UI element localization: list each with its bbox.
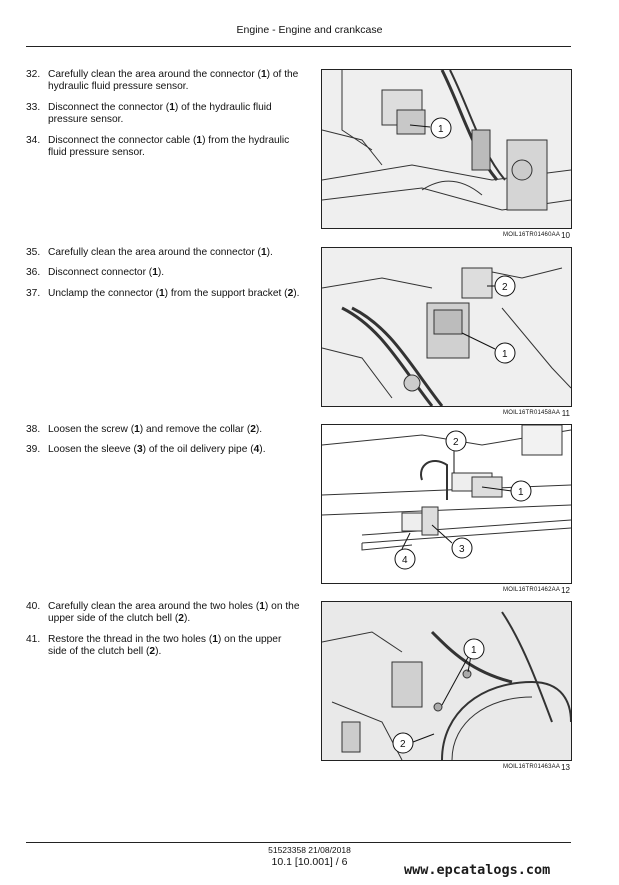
figure-13-photo: [321, 601, 572, 761]
footer-page-number: 10.1 [10.001] / 6: [271, 856, 348, 868]
figure-11-callout-2: 2: [502, 282, 508, 293]
watermark-url: www.epcatalogs.com: [404, 862, 551, 878]
steps-group-2: [26, 247, 301, 308]
figure-12-callout-3: 3: [459, 544, 465, 555]
step-item: [26, 634, 301, 659]
step-item: [26, 424, 301, 436]
step-text: Restore the thread in the two holes (1) on the upper side of the clutch bell (2).: [48, 633, 282, 658]
step-text: Loosen the screw (1) and remove the collar (2).: [48, 424, 263, 435]
step-text: Disconnect the connector (1) of the hydraulic fluid pressure sensor.: [48, 101, 272, 126]
step-item: [26, 601, 301, 626]
figure-12-callout-2: 2: [453, 437, 459, 448]
figure-12-number: 12: [561, 586, 570, 595]
step-text: Disconnect the connector cable (1) from the hydraulic fluid pressure sensor.: [48, 134, 290, 159]
step-text: Unclamp the connector (1) from the support bracket (2).: [48, 287, 300, 299]
footer-rule: [26, 842, 571, 843]
figure-10-number: 10: [561, 231, 570, 240]
figure-11-callout-1: 1: [502, 349, 508, 360]
step-text: Carefully clean the area around the connector (1).: [48, 247, 273, 258]
figure-12-callout-1: 1: [518, 487, 524, 498]
step-item: [26, 288, 301, 300]
footer-document-id: 51523358 21/08/2018: [268, 845, 351, 855]
figure-12-drawing: [321, 424, 572, 584]
figure-11-ref: MOIL16TR01458AA: [503, 410, 561, 416]
step-text: Carefully clean the area around the connector (1) of the hydraulic fluid pressure sensor.: [48, 69, 299, 93]
step-number: 39.: [26, 444, 41, 456]
step-item: [26, 69, 301, 94]
figure-13-ref: MOIL16TR01463AA: [503, 764, 561, 770]
step-number: 40.: [26, 601, 41, 612]
step-number: 34.: [26, 134, 41, 146]
step-item: [26, 444, 301, 456]
step-text: Loosen the sleeve (3) of the oil delivery pipe (4).: [48, 444, 266, 456]
steps-group-4: [26, 601, 301, 667]
figure-12-ref: MOIL16TR01462AA: [503, 587, 561, 593]
step-number: 32.: [26, 69, 41, 80]
step-number: 41.: [26, 633, 41, 645]
figure-10-ref: MOIL16TR01460AA: [503, 232, 561, 238]
figure-11-number: 11: [561, 409, 570, 418]
step-number: 36.: [26, 267, 41, 279]
step-text: Carefully clean the area around the two holes (1) on the upper side of the clutch bell (2).: [48, 601, 300, 625]
step-number: 38.: [26, 424, 41, 435]
step-item: [26, 135, 301, 160]
figure-12-callout-4: 4: [402, 555, 408, 566]
figure-11-photo: [321, 247, 572, 407]
steps-group-3: [26, 424, 301, 465]
step-item: [26, 102, 301, 127]
step-number: 33.: [26, 101, 41, 113]
figure-10-photo: [321, 69, 572, 229]
step-number: 35.: [26, 247, 41, 258]
figure-13-number: 13: [561, 763, 570, 772]
steps-group-1: [26, 69, 301, 167]
header-rule: [26, 46, 571, 47]
step-number: 37.: [26, 287, 41, 299]
figure-13-callout-2: 2: [400, 739, 406, 750]
step-item: [26, 267, 301, 279]
step-text: Disconnect connector (1).: [48, 267, 165, 279]
figure-10-callout-1: 1: [438, 124, 444, 135]
step-item: [26, 247, 301, 259]
page-header-title: Engine - Engine and crankcase: [236, 24, 383, 36]
figure-13-callout-1: 1: [471, 645, 477, 656]
